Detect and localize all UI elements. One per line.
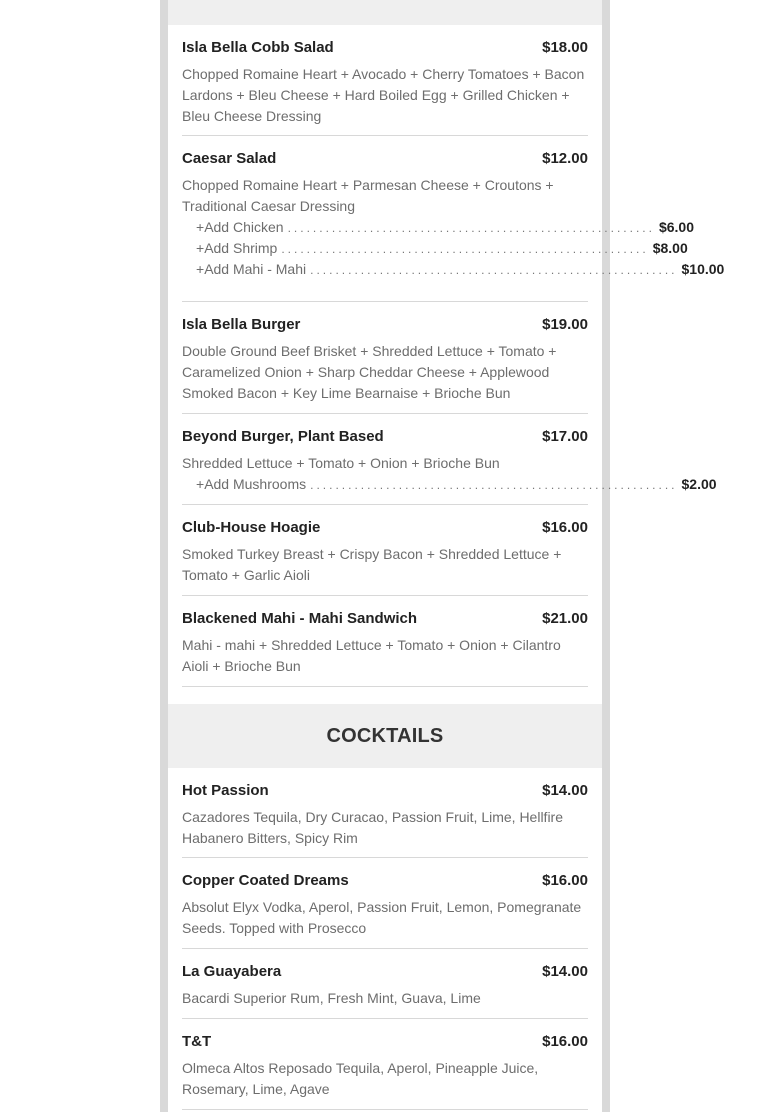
menu-item: [182, 608, 588, 687]
item-name: Copper Coated Dreams: [182, 872, 349, 889]
cocktails-section-header: [168, 704, 602, 768]
item-price: $17.00: [542, 428, 588, 445]
addon-row: [182, 259, 725, 280]
menu-item: [182, 1031, 588, 1110]
entrees-list: [182, 37, 725, 687]
item-name: La Guayabera: [182, 963, 282, 980]
item-price: $18.00: [542, 39, 588, 56]
cocktails-list: [182, 780, 588, 1110]
menu-item: [182, 426, 717, 505]
item-price: $16.00: [542, 1033, 588, 1050]
item-name: T&T: [182, 1033, 212, 1050]
item-description: Smoked Turkey Breast + Crispy Bacon + Shredded Lettuce + Tomato + Garlic Aioli: [182, 546, 562, 583]
addon-price: $6.00: [658, 219, 694, 235]
item-description: Absolut Elyx Vodka, Aperol, Passion Fruit, Lemon, Pomegranate Seeds. Topped with Prosecco: [182, 899, 582, 936]
item-name: Caesar Salad: [182, 150, 277, 167]
item-name: Club-House Hoagie: [182, 519, 321, 536]
item-name: Blackened Mahi - Mahi Sandwich: [182, 610, 418, 627]
plus-icon: +: [196, 240, 205, 256]
menu-item: [182, 37, 588, 136]
addon-row: [182, 217, 694, 238]
item-description: Chopped Romaine Heart + Avocado + Cherry Tomatoes + Bacon Lardons + Bleu Cheese + Hard Boiled Egg + Grilled Chicken + Bleu Cheese Dressing: [182, 66, 585, 124]
item-description: Shredded Lettuce + Tomato + Onion + Brioche Bun: [182, 455, 500, 471]
item-description: Chopped Romaine Heart + Parmesan Cheese + Croutons + Traditional Caesar Dressing: [182, 177, 554, 214]
dot-leader: ..........................................................: [310, 263, 678, 277]
menu-item: [182, 961, 588, 1019]
item-price: $16.00: [542, 519, 588, 536]
dot-leader: ..........................................................: [281, 242, 649, 256]
item-price: $14.00: [542, 963, 588, 980]
addon-label: Add Mushrooms: [204, 476, 307, 492]
addon-price: $10.00: [681, 261, 725, 277]
dot-leader: ..........................................................: [310, 478, 678, 492]
addon-label: Add Chicken: [204, 219, 284, 235]
item-price: $16.00: [542, 872, 588, 889]
section-header-band: [168, 0, 602, 25]
menu-item: [182, 870, 588, 949]
plus-icon: +: [196, 219, 205, 235]
menu-item: [182, 314, 588, 414]
plus-icon: +: [196, 261, 205, 277]
addon-price: $2.00: [681, 476, 717, 492]
item-price: $19.00: [542, 316, 588, 333]
menu-item: [182, 780, 588, 858]
addon-label: Add Shrimp: [204, 240, 278, 256]
section-title: COCKTAILS: [326, 724, 444, 747]
menu-item: [182, 148, 725, 302]
addon-row: [182, 474, 717, 495]
plus-icon: +: [196, 476, 205, 492]
item-price: $12.00: [542, 150, 588, 167]
item-price: $21.00: [542, 610, 588, 627]
item-description: Cazadores Tequila, Dry Curacao, Passion Fruit, Lime, Hellfire Habanero Bitters, Spicy Rim: [182, 809, 564, 846]
addon-label: Add Mahi - Mahi: [204, 261, 307, 277]
dot-leader: ..........................................................: [287, 221, 655, 235]
menu-item: [182, 517, 588, 596]
item-name: Beyond Burger, Plant Based: [182, 428, 384, 445]
item-description: Bacardi Superior Rum, Fresh Mint, Guava, Lime: [182, 990, 481, 1006]
addon-row: [182, 238, 688, 259]
item-price: $14.00: [542, 782, 588, 799]
item-name: Isla Bella Cobb Salad: [182, 39, 334, 56]
item-name: Isla Bella Burger: [182, 316, 301, 333]
item-description: Double Ground Beef Brisket + Shredded Lettuce + Tomato + Caramelized Onion + Sharp Cheddar Cheese + Applewood Smoked Bacon + Key Lime Bearnaise + Brioche Bun: [182, 343, 557, 401]
addon-price: $8.00: [652, 240, 688, 256]
item-description: Mahi - mahi + Shredded Lettuce + Tomato + Onion + Cilantro Aioli + Brioche Bun: [182, 637, 561, 674]
item-description: Olmeca Altos Reposado Tequila, Aperol, Pineapple Juice, Rosemary, Lime, Agave: [182, 1060, 539, 1097]
item-name: Hot Passion: [182, 782, 269, 799]
